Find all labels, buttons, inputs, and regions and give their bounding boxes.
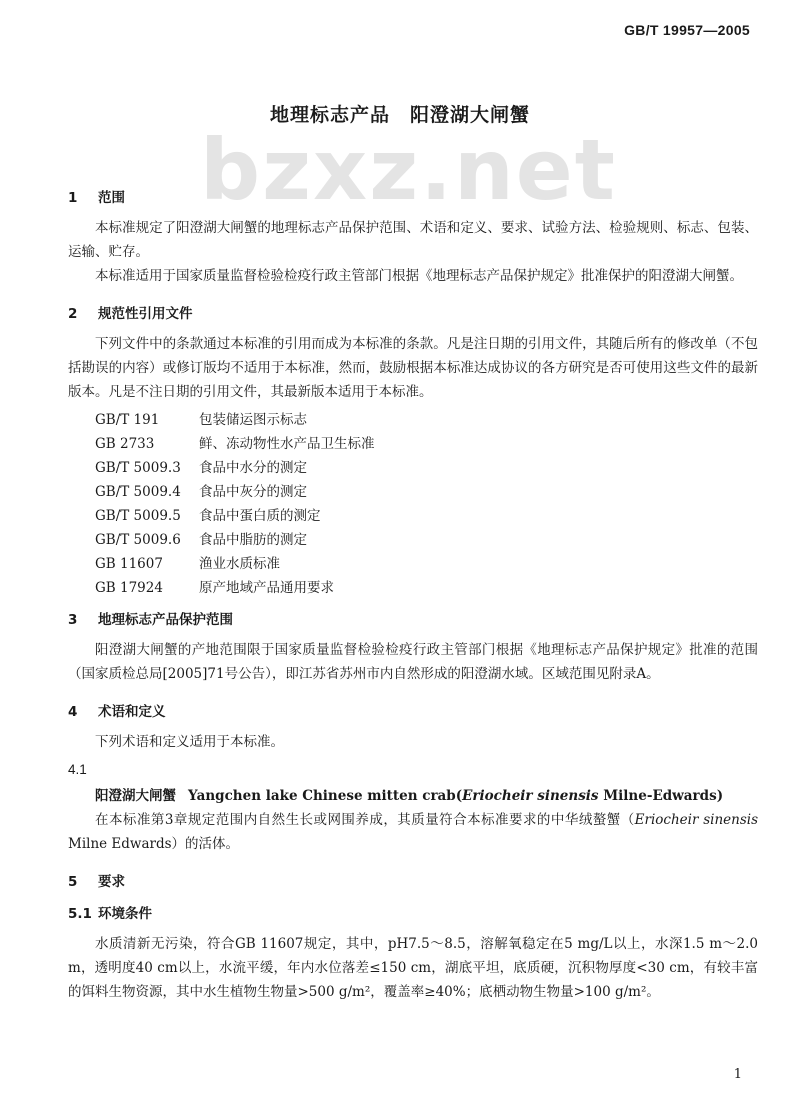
paragraph: 阳澄湖大闸蟹的产地范围限于国家质量监督检验检疫行政主管部门根据《地理标志产品保护规定》批准的范围（国家质检总局[2005]71号公告），即江苏省苏州市内自然形成的阳澄湖水域。区域范围见附录A。	[68, 642, 758, 682]
paragraph: 水质清新无污染，符合GB 11607规定，其中，pH7.5～8.5，溶解氧稳定在5 mg/L以上，水深1.5 m～2.0 m，透明度40 cm以上，水流平缓，年内水位落差≤150 cm，湖底平坦，底质硬，沉积物厚度<30 cm，有较丰富的饵料生物资源，其中水生植物生物量>500 g/m²，覆盖率≥40%；底栖动物生物量>100 g/m²。	[68, 936, 758, 1000]
paragraph: 本标准规定了阳澄湖大闸蟹的地理标志产品保护范围、术语和定义、要求、试验方法、检验规则、标志、包装、运输、贮存。	[68, 220, 758, 260]
section-number: 1	[68, 190, 78, 206]
watermark: bzxz.net	[200, 121, 617, 219]
section-title: 要求	[98, 874, 125, 890]
term-definition	[68, 808, 758, 856]
standard-code: GB/T 19957—2005	[624, 22, 750, 38]
section-number: 3	[68, 612, 78, 628]
section-2-heading	[68, 302, 758, 326]
definition-latin: Eriocheir sinensis	[634, 812, 758, 828]
paragraph: 下列文件中的条款通过本标准的引用而成为本标准的条款。凡是注日期的引用文件，其随后所有的修改单（不包括勘误的内容）或修订版均不适用于本标准，然而，鼓励根据本标准达成协议的各方研究是否可使用这些文件的最新版本。凡是不注日期的引用文件，其最新版本适用于本标准。	[68, 336, 758, 400]
term-english	[188, 788, 723, 804]
reference-title: 原产地域产品通用要求	[199, 580, 334, 596]
term-english-part: Yangchen lake Chinese mitten crab(	[188, 788, 463, 804]
section-1-heading	[68, 186, 758, 210]
reference-item	[68, 408, 758, 432]
reference-code: GB 11607	[95, 556, 163, 572]
reference-item	[68, 576, 758, 600]
section-number: 2	[68, 306, 78, 322]
definition-part: Milne Edwards）的活体。	[68, 836, 240, 852]
section-5-heading	[68, 870, 758, 894]
reference-item	[68, 504, 758, 528]
page-number: 1	[733, 1067, 742, 1082]
reference-title: 食品中蛋白质的测定	[199, 508, 321, 524]
section-3-heading	[68, 608, 758, 632]
term-chinese: 阳澄湖大闸蟹	[95, 788, 176, 804]
reference-title: 鲜、冻动物性水产品卫生标准	[199, 436, 375, 452]
reference-code: GB/T 5009.6	[95, 532, 181, 548]
section-title: 术语和定义	[98, 704, 166, 720]
reference-code: GB/T 5009.3	[95, 460, 181, 476]
reference-title: 食品中水分的测定	[199, 460, 307, 476]
reference-code: GB 2733	[95, 436, 155, 452]
paragraph: 下列术语和定义适用于本标准。	[95, 734, 284, 750]
section-number: 4	[68, 704, 78, 720]
reference-code: GB/T 191	[95, 412, 160, 428]
term-number: 4.1	[68, 762, 87, 777]
subsection-title: 环境条件	[98, 906, 152, 922]
reference-list	[68, 408, 758, 600]
subsection-number: 5.1	[68, 906, 92, 922]
section-number: 5	[68, 874, 78, 890]
reference-item	[68, 552, 758, 576]
reference-item	[68, 528, 758, 552]
reference-code: GB/T 5009.4	[95, 484, 181, 500]
definition-part: 在本标准第3章规定范围内自然生长或网围养成，其质量符合本标准要求的中华绒螯蟹（	[95, 812, 635, 828]
reference-code: GB 17924	[95, 580, 163, 596]
paragraph: 本标准适用于国家质量监督检验检疫行政主管部门根据《地理标志产品保护规定》批准保护的阳澄湖大闸蟹。	[95, 268, 743, 284]
reference-title: 包装储运图示标志	[199, 412, 307, 428]
term-entry	[68, 784, 758, 808]
reference-item	[68, 432, 758, 456]
document-title: 地理标志产品 阳澄湖大闸蟹	[269, 104, 530, 126]
term-english-part: Milne-Edwards)	[598, 788, 724, 804]
section-title: 地理标志产品保护范围	[98, 612, 233, 628]
section-4-heading	[68, 700, 758, 724]
subsection-5-1-heading	[68, 902, 758, 926]
reference-title: 渔业水质标准	[199, 556, 280, 572]
reference-title: 食品中脂肪的测定	[199, 532, 307, 548]
reference-item	[68, 480, 758, 504]
reference-code: GB/T 5009.5	[95, 508, 181, 524]
section-title: 规范性引用文件	[98, 306, 193, 322]
reference-title: 食品中灰分的测定	[199, 484, 307, 500]
section-title: 范围	[98, 190, 125, 206]
term-english-latin: Eriocheir sinensis	[462, 788, 599, 804]
document-body	[68, 178, 758, 1004]
reference-item	[68, 456, 758, 480]
